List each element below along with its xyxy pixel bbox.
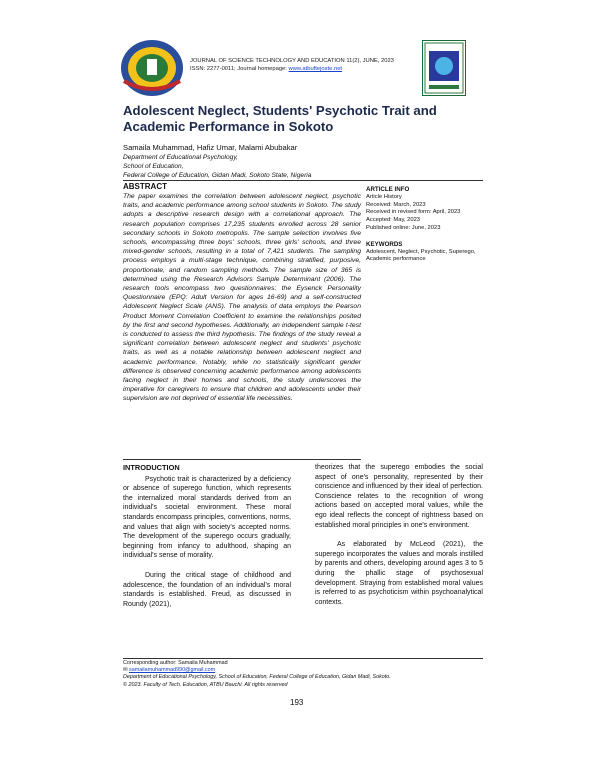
mail-icon: ✉ [123,667,128,674]
intro-paragraph: Psychotic trait is characterized by a deficiency or absence of superego function, which represents the internalized moral standards derived from an individual's societal environment. These moral standards encompass principles, conventions, norms, and values that align with society's accepted norms. The development of the superego occurs gradually, beginning from infancy to adulthood, shaping an individual's sense of morality. [123,475,291,560]
published-date: Published online: June, 2023 [366,224,441,231]
abstract-heading: ABSTRACT [123,182,167,191]
journal-header [190,57,420,73]
introduction-heading: INTRODUCTION [123,463,180,472]
keywords: Adolescent, Neglect, Psychotic, Superego, Academic performance [366,248,476,263]
affiliation-line-2: School of Education, [123,163,184,170]
issn-text: ISSN: 2277-0011; Journal homepage: [190,66,287,72]
revised-date: Received in revised form: April, 2023 [366,209,461,216]
intro-paragraph: During the critical stage of childhood and adolescence, the foundation of an individual's moral standards is established. Freud, as discussed in Roundy (2021), [123,571,291,608]
paper-title: Adolescent Neglect, Students' Psychotic Trait and Academic Performance in Sokoto [123,103,437,134]
journal-issn [190,65,420,73]
affiliation-line-3: Federal College of Education, Gidan Madi, Sokoto State, Nigeria [123,172,312,179]
article-info-heading: ARTICLE INFO [366,186,410,193]
intro-paragraph: theorizes that the superego embodies the social aspect of one's personality, represented by their conscience and influenced by their ideal of perfection. Conscience relates to the recognition of wrong actions based on accepted moral values, while the ego ideal reflects the concept of rightness based on established moral principles in one's environment. [315,464,483,529]
journal-title: JOURNAL OF SCIENCE TECHNOLOGY AND EDUCATION 11(2), JUNE, 2023 [190,58,394,64]
intro-column-right [315,463,483,617]
homepage-link[interactable]: www.atbuftejoste.net [288,66,343,72]
email-line [123,667,483,674]
intro-column-left [123,463,291,619]
divider [123,180,483,181]
footnote [123,660,483,689]
authors: Samaila Muhammad, Hafiz Umar, Malami Abubakar [123,143,298,152]
divider [123,658,483,659]
email-link[interactable]: samailamuhammad990@gmail.com [129,667,216,674]
copyright-line: © 2023. Faculty of Tech. Education, ATBU Bauchi. All rights reserved [123,681,288,688]
affiliation [123,153,423,180]
college-logo [118,37,186,99]
accepted-date: Accepted: May, 2023 [366,217,421,224]
article-info [366,186,486,264]
divider [123,459,361,460]
corresponding-author: Corresponding author: Samaila Muhammad [123,660,228,666]
abstract-text: The paper examines the correlation between adolescent neglect, psychotic traits, and academic performance among school students in Sokoto. The study adopts a descriptive research design with a correlational approach. The research population comprises 17,235 students enrolled across 28 senior secondary schools in Sokoto metropolis. The sample selection involves five schools, encompassing three boys' schools, three girls' schools, and three mixed-gender schools, resulting in a total of 7,421 students. The sampling process employs a multi-stage technique, combining stratified, purposive, proportionate, and random sampling methods. The sample size of 365 is determined using the Research Advisors Sample Determinant (2006). The research tools encompass two questionnaires: the Eysenck Personality Questionnaire (EPQ: Adult Version for ages 16-69) and a self-constructed Adolescent Neglect Scale (ANS). The analysis of data employs the Pearson Product Moment Correlation Coefficient to examine the relationships posited by the first and second hypotheses. Additionally, an independent sample t-test is conducted to assess the third hypothesis. The findings of the study reveal a significant correlation between adolescent neglect and students' psychotic traits, as well as a notable relationship between adolescent neglect and academic performance. Notably, while no statistically significant gender difference is observed concerning academic performance among adolescents facing neglect in their homes and schools, the study underscores the imperative for caregivers to ensure that children and adolescents under their supervision are not deprived of essential life necessities. [123,193,361,403]
journal-cover-logo [422,40,466,96]
article-history: Article History [366,193,402,200]
department-line: Department of Educational Psychology, School of Education, Federal College of Education, Gidan Madi, Sokoto. [123,674,391,681]
affiliation-line-1: Department of Educational Psychology, [123,154,238,161]
page-number: 193 [290,698,304,707]
intro-paragraph: As elaborated by McLeod (2021), the superego incorporates the values and morals instilled by parents and others, developing around ages 3 to 5 during the phallic stage of psychosexual development. Straying from established moral values is referred to as psychoticism within psychoanalytical contexts. [315,541,483,606]
keywords-heading: KEYWORDS [366,240,403,248]
received-date: Received: March, 2023 [366,201,426,208]
